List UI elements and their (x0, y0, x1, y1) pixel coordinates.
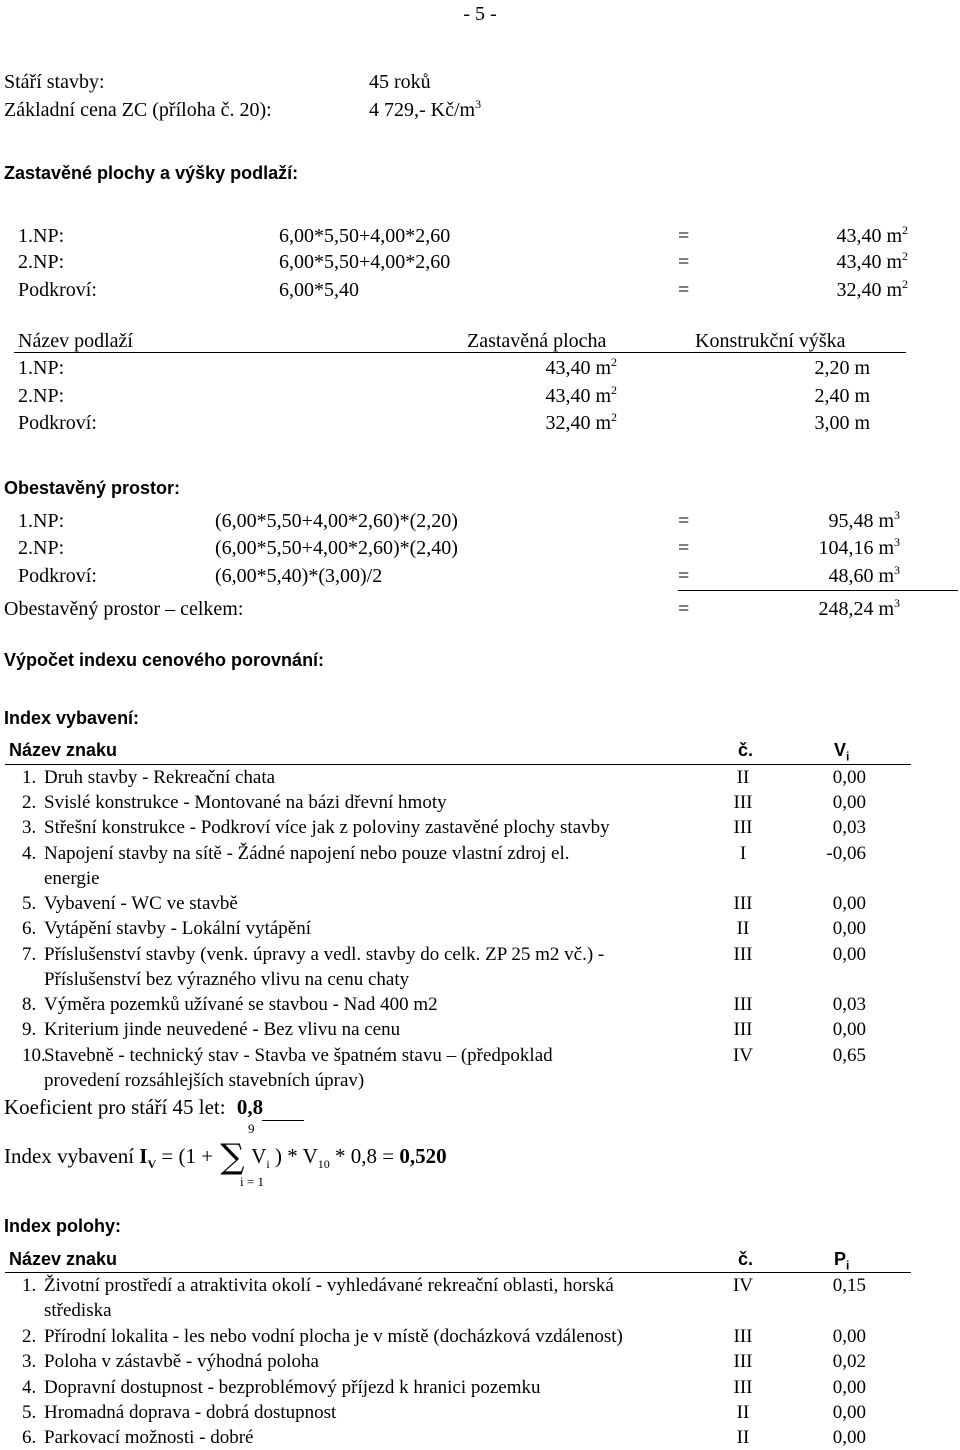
row-value: 0,00 (832, 1377, 866, 1398)
row-text-continued: Příslušenství bez výrazného vlivu na cenu chaty (44, 969, 410, 990)
row-class: III (733, 1351, 753, 1372)
volume-row-label: 1.NP: (18, 510, 65, 532)
row-value: 0,00 (832, 767, 866, 788)
row-value: 0,02 (832, 1351, 866, 1372)
calc-heading: Výpočet indexu cenového porovnání: (4, 650, 325, 670)
row-number: 4. (22, 843, 37, 864)
area-row-value: 43,40 $m^2$ (836, 223, 908, 247)
row-text-continued: energie (44, 868, 100, 889)
row-class: IV (732, 1045, 754, 1066)
row-text: Druh stavby - Rekreační chata (44, 767, 276, 788)
row-class: II (736, 1402, 750, 1423)
row-number: 5. (22, 893, 37, 914)
volume-row-eq: = (678, 537, 690, 559)
volume-row-value: 48,60 $m^3$ (828, 563, 900, 587)
row-number: 2. (22, 792, 37, 813)
page-number: - 5 - (463, 3, 497, 25)
equipment-col-name: Název znaku (9, 740, 118, 760)
floors-header-name: Název podlaží (18, 330, 133, 352)
row-text-continued: provedení rozsáhlejších stavebních úprav) (44, 1070, 365, 1091)
equipment-heading: Index vybavení: (4, 708, 140, 728)
row-number: 7. (22, 944, 37, 965)
floors-row-name: 1.NP: (18, 357, 65, 379)
sum-upper-limit: 9 (248, 1121, 255, 1136)
row-number: 8. (22, 994, 37, 1015)
area-row-eq: = (678, 251, 690, 273)
location-col-p: $P_i$ (834, 1249, 850, 1273)
area-row-value: 32,40 $m^2$ (836, 277, 908, 301)
row-text: Příslušenství stavby (venk. úpravy a vedl. stavby do celk. ZP 25 m2 vč.) - (44, 944, 605, 965)
location-col-no: č. (738, 1249, 754, 1269)
row-class: III (733, 944, 753, 965)
row-number: 4. (22, 1377, 37, 1398)
row-text: Dopravní dostupnost - bezproblémový příjezd k hranici pozemku (44, 1377, 541, 1398)
floors-row-name: 2.NP: (18, 385, 65, 407)
row-value: 0,03 (832, 994, 866, 1015)
row-number: 1. (22, 1275, 37, 1296)
volume-row-value: 95,48 $m^3$ (828, 508, 900, 532)
equipment-header-rule (5, 764, 911, 765)
row-number: 3. (22, 1351, 37, 1372)
area-row-eq: = (678, 225, 690, 247)
sum-lower-limit: i = 1 (240, 1174, 264, 1189)
row-value: 0,00 (832, 1326, 866, 1347)
row-class: III (733, 1326, 753, 1347)
age-value: 45 roků (369, 71, 431, 93)
row-value: 0,00 (832, 893, 866, 914)
volume-row-label: Podkroví: (18, 565, 97, 587)
area-row-label: 1.NP: (18, 225, 65, 247)
row-number: 5. (22, 1402, 37, 1423)
equipment-col-v: $V_i$ (834, 740, 850, 764)
volume-row-eq: = (678, 565, 690, 587)
row-class: III (733, 994, 753, 1015)
row-number: 10. (22, 1045, 46, 1066)
row-text: Parkovací možnosti - dobré (44, 1427, 254, 1448)
floors-row-height: 3,00 m (814, 412, 870, 434)
area-row-value: 43,40 $m^2$ (836, 249, 908, 273)
area-row-formula: 6,00*5,40 (279, 279, 359, 301)
row-value: 0,00 (832, 1019, 866, 1040)
floors-row-area: 43,40 $m^2$ (545, 383, 617, 407)
volume-total-value: 248,24 $m^3$ (818, 596, 900, 620)
row-class: III (733, 1019, 753, 1040)
sum-icon: ∑ (220, 1137, 245, 1177)
row-text: Střešní konstrukce - Podkroví více jak z poloviny zastavěné plochy stavby (44, 817, 610, 838)
row-text: Výměra pozemků užívané se stavbou - Nad 400 m2 (44, 994, 438, 1015)
floors-header-height: Konstrukční výška (695, 330, 846, 352)
areas-heading: Zastavěné plochy a výšky podlaží: (4, 163, 299, 183)
floors-header-rule (14, 352, 906, 353)
row-value: 0,00 (832, 1427, 866, 1448)
row-text: Hromadná doprava - dobrá dostupnost (44, 1402, 337, 1423)
row-value: 0,00 (832, 792, 866, 813)
row-class: IV (732, 1275, 754, 1296)
row-text: Svislé konstrukce - Montované na bázi dřevní hmoty (44, 792, 447, 813)
row-text: Vytápění stavby - Lokální vytápění (44, 918, 311, 939)
floors-row-height: 2,20 m (814, 357, 870, 379)
row-class: III (733, 792, 753, 813)
row-value: 0,15 (832, 1275, 866, 1296)
row-text: Vybavení - WC ve stavbě (44, 893, 238, 914)
volume-total-label: Obestavěný prostor – celkem: (4, 598, 244, 620)
row-class: III (733, 817, 753, 838)
row-value: 0,03 (832, 817, 866, 838)
row-class: II (736, 918, 750, 939)
row-text: Napojení stavby na sítě - Žádné napojení nebo pouze vlastní zdroj el. (44, 843, 570, 864)
volume-total-eq: = (678, 598, 690, 620)
formula-line: Index vybavení $I_V = (1$ + ∑ $V_i$ ) * $V_{10} * 0,8 = 0,520$ (4, 1137, 447, 1177)
row-class: I (739, 843, 747, 864)
row-class: III (733, 893, 753, 914)
age-coef: Koeficient pro stáří 45 let: 0,8 (4, 1095, 264, 1119)
area-row-formula: 6,00*5,50+4,00*2,60 (279, 225, 451, 247)
row-value: -0,06 (826, 843, 866, 864)
row-class: II (736, 767, 750, 788)
floors-row-name: Podkroví: (18, 412, 97, 434)
row-value: 0,00 (832, 918, 866, 939)
location-heading: Index polohy: (4, 1216, 121, 1236)
volume-row-formula: (6,00*5,40)*(3,00)/2 (215, 565, 383, 587)
row-text-continued: střediska (44, 1300, 112, 1321)
location-col-name: Název znaku (9, 1249, 118, 1269)
volume-row-label: 2.NP: (18, 537, 65, 559)
age-coef-underline (262, 1120, 304, 1121)
row-value: 0,00 (832, 1402, 866, 1423)
row-number: 1. (22, 767, 37, 788)
location-header-rule (5, 1272, 911, 1273)
row-number: 6. (22, 1427, 37, 1448)
row-text: Stavebně - technický stav - Stavba ve špatném stavu – (předpoklad (44, 1045, 553, 1066)
row-class: II (736, 1427, 750, 1448)
row-value: 0,00 (832, 944, 866, 965)
age-label: Stáří stavby: (4, 71, 105, 93)
floors-row-height: 2,40 m (814, 385, 870, 407)
row-text: Přírodní lokalita - les nebo vodní plocha je v místě (docházková vzdálenost) (44, 1326, 623, 1347)
row-text: Kriterium jinde neuvedené - Bez vlivu na cenu (44, 1019, 401, 1040)
row-text: Poloha v zástavbě - výhodná poloha (44, 1351, 319, 1372)
volume-row-eq: = (678, 510, 690, 532)
volume-heading: Obestavěný prostor: (4, 478, 181, 498)
floors-row-area: 32,40 $m^2$ (545, 410, 617, 434)
floors-header-area: Zastavěná plocha (467, 330, 607, 352)
row-value: 0,65 (832, 1045, 866, 1066)
volume-row-value: 104,16 $m^3$ (818, 535, 900, 559)
area-row-label: Podkroví: (18, 279, 97, 301)
volume-row-formula: (6,00*5,50+4,00*2,60)*(2,20) (215, 510, 458, 532)
row-number: 6. (22, 918, 37, 939)
row-number: 2. (22, 1326, 37, 1347)
floors-row-area: 43,40 $m^2$ (545, 355, 617, 379)
row-class: III (733, 1377, 753, 1398)
area-row-label: 2.NP: (18, 251, 65, 273)
equipment-col-no: č. (738, 740, 754, 760)
row-text: Životní prostředí a atraktivita okolí - vyhledávané rekreační oblasti, horská (44, 1275, 614, 1296)
row-number: 9. (22, 1019, 37, 1040)
row-number: 3. (22, 817, 37, 838)
base-price-value: 4 729,- $Kč/m^3$ (369, 97, 482, 121)
area-row-formula: 6,00*5,50+4,00*2,60 (279, 251, 451, 273)
base-price-label: Základní cena ZC (příloha č. 20): (4, 99, 272, 121)
volume-total-rule (678, 590, 958, 591)
volume-row-formula: (6,00*5,50+4,00*2,60)*(2,40) (215, 537, 458, 559)
area-row-eq: = (678, 279, 690, 301)
